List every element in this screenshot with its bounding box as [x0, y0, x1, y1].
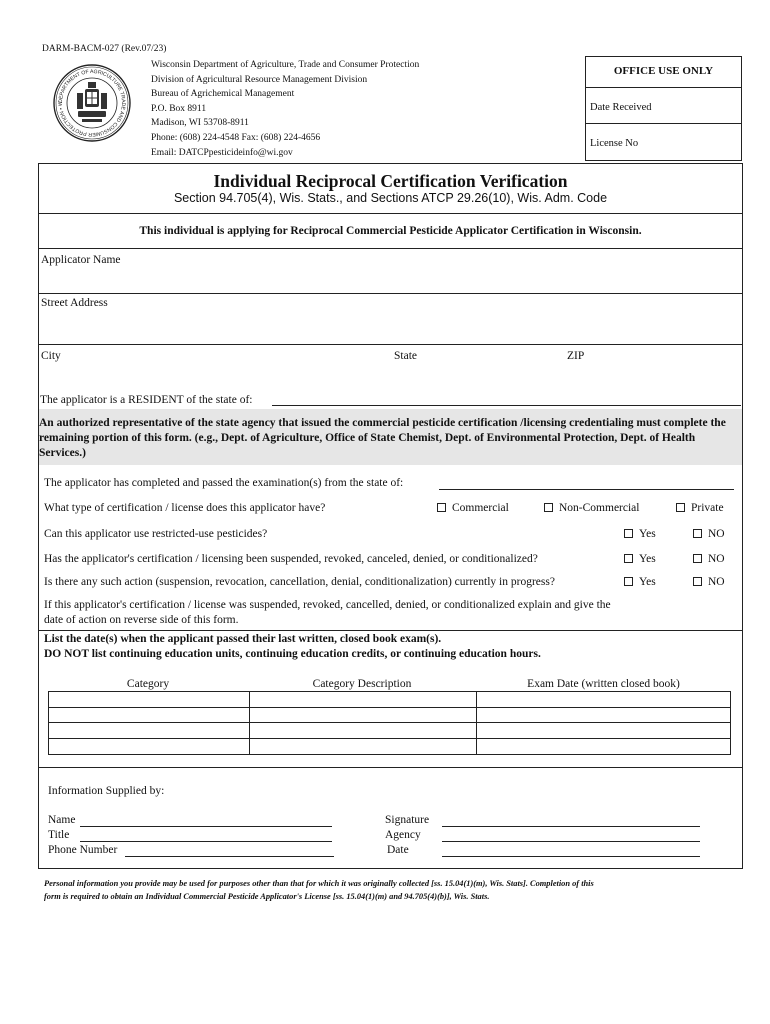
col-exam-date: Exam Date (written closed book) [527, 678, 680, 690]
explain-line-1: If this applicator's certification / license was suspended, revoked, cancelled, denied, or conditionalized explain and give the [44, 599, 611, 611]
suspended-no-option[interactable] [693, 553, 725, 565]
street-address-field[interactable] [100, 310, 740, 343]
license-no-label: License No [590, 138, 639, 149]
privacy-footer [44, 878, 734, 903]
no-label: NO [708, 553, 725, 565]
date-line[interactable] [442, 856, 700, 857]
table-cell[interactable] [49, 692, 248, 707]
commercial-option[interactable] [437, 502, 509, 514]
in-progress-yes-option[interactable] [624, 576, 656, 588]
suspended-label: Has the applicator's certification / licensing been suspended, revoked, canceled, denied, or conditionalized? [44, 553, 538, 565]
restricted-yes-option[interactable] [624, 528, 656, 540]
resident-label: The applicator is a RESIDENT of the state of: [40, 394, 253, 406]
date-label: Date [387, 844, 409, 856]
table-cell[interactable] [250, 739, 475, 754]
non-commercial-option[interactable] [544, 502, 639, 514]
footer-line-1: Personal information you provide may be used for purposes other than that for which it was originally collected [ss. 15.04(1)(m), Wis. Stats]. Completion of this [44, 879, 594, 888]
state-seal [52, 63, 132, 143]
applicator-name-label: Applicator Name [41, 254, 121, 266]
suspended-yes-checkbox[interactable] [624, 554, 633, 563]
form-subtitle: Section 94.705(4), Wis. Stats., and Sections ATCP 29.26(10), Wis. Adm. Code [173, 191, 608, 205]
agency-label: Agency [385, 829, 421, 841]
no-label: NO [708, 576, 725, 588]
in-progress-no-option[interactable] [693, 576, 725, 588]
in-progress-label: Is there any such action (suspension, revocation, cancellation, denial, conditionalization) currently in progress? [44, 576, 555, 588]
authorized-note: An authorized representative of the state agency that issued the commercial pesticide certification /licensing credentialing must complete the remaining portion of this form. (e.g., Dept. of Agriculture, Office of State Chemist, Dept. of Environmental Protection, Dept. of Health Services.) [39, 417, 726, 459]
non-commercial-label: Non-Commercial [559, 502, 640, 514]
cert-type-label: What type of certification / license does this applicator have? [44, 502, 326, 514]
private-option[interactable] [676, 502, 724, 514]
yes-label: Yes [639, 576, 656, 588]
no-label: NO [708, 528, 725, 540]
agency-line: Division of Agricultural Resource Management Division [151, 74, 368, 85]
suspended-yes-option[interactable] [624, 553, 656, 565]
zip-field[interactable] [567, 364, 737, 384]
restricted-use-label: Can this applicator use restricted-use pesticides? [44, 528, 268, 540]
intro-text: This individual is applying for Reciprocal Commercial Pesticide Applicator Certification in Wisconsin. [139, 225, 642, 237]
exam-instruction-1: List the date(s) when the applicant passed their last written, closed book exam(s). [44, 633, 442, 645]
agency-line: Bureau of Agrichemical Management [151, 89, 295, 100]
commercial-label: Commercial [452, 502, 509, 514]
exam-state-label: The applicator has completed and passed the examination(s) from the state of: [44, 477, 404, 489]
name-label: Name [48, 814, 76, 826]
exam-state-field[interactable] [439, 476, 734, 490]
restricted-no-option[interactable] [693, 528, 725, 540]
title-label: Title [48, 829, 70, 841]
form-title: Individual Reciprocal Certification Verification [213, 171, 568, 191]
private-label: Private [691, 502, 724, 514]
table-cell[interactable] [49, 708, 248, 722]
table-cell[interactable] [250, 692, 475, 707]
table-cell[interactable] [250, 723, 475, 738]
non-commercial-checkbox[interactable] [544, 503, 553, 512]
seal-ring-text: DEPARTMENT OF AGRICULTURE TRADE AND CONSUMER PROTECTION • W [57, 68, 127, 138]
state-field[interactable] [394, 364, 559, 384]
zip-label: ZIP [567, 350, 585, 362]
restricted-yes-checkbox[interactable] [624, 529, 633, 538]
agency-line: P.O. Box 8911 [151, 103, 207, 114]
city-label: City [41, 350, 61, 362]
table-cell[interactable] [49, 739, 248, 754]
explain-line-2: date of action on reverse side of this form. [44, 614, 239, 626]
table-cell[interactable] [477, 739, 730, 754]
table-cell[interactable] [477, 692, 730, 707]
street-address-label: Street Address [41, 297, 108, 309]
yes-label: Yes [639, 553, 656, 565]
agency-line[interactable] [442, 841, 700, 842]
yes-label: Yes [639, 528, 656, 540]
applicator-name-field[interactable] [100, 266, 740, 292]
state-label: State [394, 350, 417, 362]
col-category: Category [126, 678, 170, 690]
resident-field[interactable] [272, 392, 741, 406]
col-category-description: Category Description [312, 678, 412, 690]
agency-line: Phone: (608) 224-4548 Fax: (608) 224-4656 [151, 132, 321, 143]
table-cell[interactable] [250, 708, 475, 722]
supplied-by-heading: Information Supplied by: [48, 785, 165, 797]
date-received-label: Date Received [590, 102, 652, 113]
table-cell[interactable] [49, 723, 248, 738]
signature-label: Signature [385, 814, 430, 826]
title-line[interactable] [80, 841, 332, 842]
in-progress-no-checkbox[interactable] [693, 577, 702, 586]
signature-line[interactable] [442, 826, 700, 827]
agency-address [151, 58, 451, 160]
seal-icon [52, 63, 132, 143]
office-use-box [585, 56, 742, 161]
exam-instruction-2: DO NOT list continuing education units, continuing education credits, or continuing education hours. [44, 648, 541, 660]
footer-line-2: form is required to obtain an Individual Commercial Pesticide Applicator's License [ss. 15.04(1)(m) and 94.705(4)(b)], Wis. Stats. [44, 891, 490, 901]
table-cell[interactable] [477, 723, 730, 738]
city-field[interactable] [41, 364, 386, 384]
commercial-checkbox[interactable] [437, 503, 446, 512]
office-use-title: OFFICE USE ONLY [613, 65, 714, 77]
suspended-no-checkbox[interactable] [693, 554, 702, 563]
agency-line: Email: DATCPpesticideinfo@wi.gov [151, 147, 293, 158]
restricted-no-checkbox[interactable] [693, 529, 702, 538]
agency-line: Madison, WI 53708-8911 [151, 118, 249, 129]
private-checkbox[interactable] [676, 503, 685, 512]
agency-line: Wisconsin Department of Agriculture, Trade and Consumer Protection [151, 60, 420, 70]
form-id: DARM-BACM-027 (Rev.07/23) [42, 44, 167, 54]
table-cell[interactable] [477, 708, 730, 722]
phone-label: Phone Number [48, 844, 118, 856]
in-progress-yes-checkbox[interactable] [624, 577, 633, 586]
name-line[interactable] [80, 826, 332, 827]
phone-line[interactable] [125, 856, 334, 857]
